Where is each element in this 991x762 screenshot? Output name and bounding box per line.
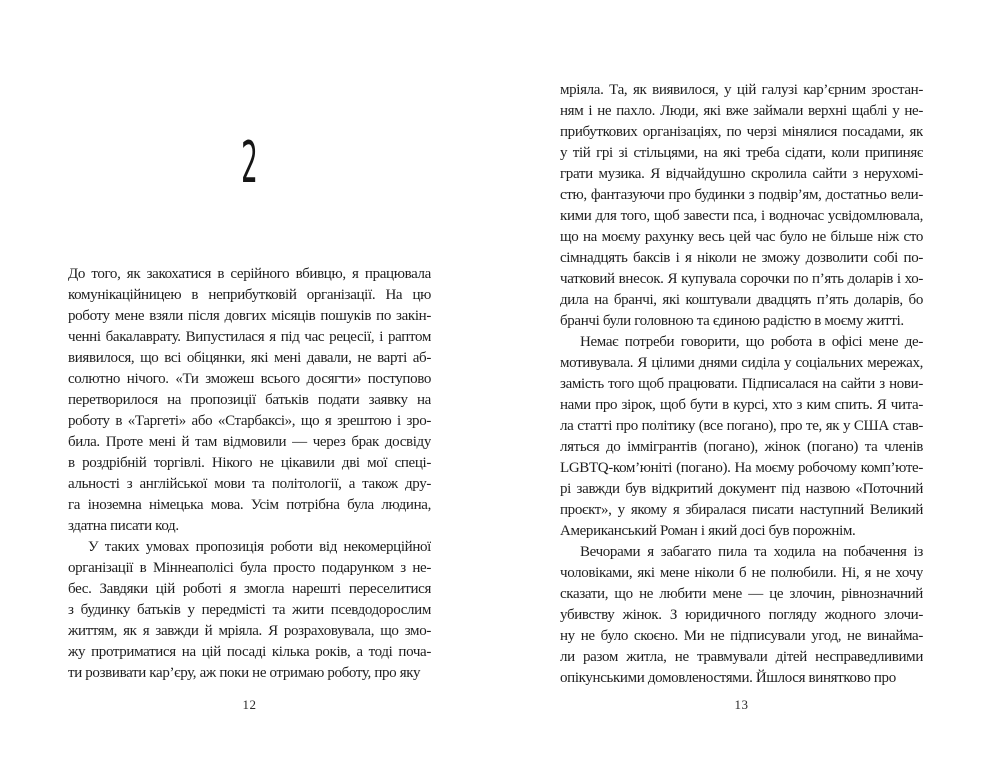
text-line: опікунськими домовленостями. Йшлося винятково про bbox=[560, 670, 896, 686]
text-line: стю, фантазуючи про будинки з подвір’ям, достатньо вели- bbox=[560, 187, 923, 203]
paragraph bbox=[68, 264, 431, 537]
text-line: з будинку батьків у передмісті та жити псевдодорослим bbox=[68, 602, 431, 618]
right-page bbox=[560, 0, 923, 762]
text-line: рі завжди був відкритий документ під назвою «Поточний bbox=[560, 481, 923, 497]
text-line: чатковий внесок. Я купувала сорочки по п’ять доларів і хо- bbox=[560, 271, 923, 287]
paragraph bbox=[68, 537, 431, 684]
text-line: До того, як закохатися в серійного вбивцю, я працювала bbox=[68, 266, 431, 282]
text-line: бранчі були головною та єдиною радістю в моєму житті. bbox=[560, 313, 904, 329]
text-line: убивству жінок. З юридичного погляду жодного злочи- bbox=[560, 607, 923, 623]
text-line: мріяла. Та, як виявилося, у цій галузі кар’єрним зростан- bbox=[560, 82, 923, 98]
text-line: прибуткових організаціях, по черзі мінялися посадами, як bbox=[560, 124, 923, 140]
text-line: била. Проте мені й там відмовили — через брак досвіду bbox=[68, 434, 431, 450]
text-line: мотивувала. Я цілими днями сиділа у соціальних мережах, bbox=[560, 355, 923, 371]
text-line: ченні бакалаврату. Випустилася я під час рецесії, і раптом bbox=[68, 329, 431, 345]
left-page-body bbox=[68, 264, 431, 684]
text-line: У таких умовах пропозиція роботи від некомерційної bbox=[88, 539, 431, 555]
text-line: альності з англійської мови та політології, а також дру- bbox=[68, 476, 431, 492]
text-line: солютно нічого. «Ти зможеш всього досягти» поступово bbox=[68, 371, 431, 387]
text-line: ну не було скоєно. Ми не підписували угод, не винайма- bbox=[560, 628, 923, 644]
text-line: Вечорами я забагато пила та ходила на побачення із bbox=[580, 544, 923, 560]
text-line: ляться до іммігрантів (погано), жінок (погано) та членів bbox=[560, 439, 923, 455]
left-page-number: 12 bbox=[242, 697, 257, 712]
text-line: Американський Роман і який досі був порожнім. bbox=[560, 523, 856, 539]
text-line: LGBTQ-ком’юніті (погано). На моєму робочому комп’юте- bbox=[560, 460, 923, 476]
text-line: чоловіками, які мене ніколи б не полюбили. Ні, я не хочу bbox=[560, 565, 923, 581]
text-line: виявилося, що всі обіцянки, які мені давали, не варті аб- bbox=[68, 350, 431, 366]
text-line: роботу в «Таргеті» або «Старбаксі», що я зрештою і зро- bbox=[68, 413, 431, 429]
text-line: нами про зірок, щоб бути в курсі, хто з ким спить. Я чита- bbox=[560, 397, 923, 413]
text-line: жу протриматися на цій посаді кілька років, а тоді поча- bbox=[68, 644, 431, 660]
chapter-number: 2 bbox=[241, 130, 258, 196]
paragraph bbox=[560, 332, 923, 542]
text-line: здатна писати код. bbox=[68, 518, 179, 534]
text-line: кими для того, щоб завести пса, і водночас усвідомлювала, bbox=[560, 208, 923, 224]
right-page-body bbox=[560, 80, 923, 689]
text-line: ли разом житла, не травмували дітей несправедливими bbox=[560, 649, 923, 665]
text-line: ти розвивати кар’єру, аж поки не отримаю роботу, про яку bbox=[68, 665, 421, 681]
text-line: ням і не пахло. Люди, які вже займали верхні щаблі у не- bbox=[560, 103, 923, 119]
text-line: Немає потреби говорити, що робота в офісі мене де- bbox=[580, 334, 923, 350]
text-line: проєкт», у якому я збиралася писати наступний Великий bbox=[560, 502, 923, 518]
text-line: що на моєму рахунку весь цей час було не більше ніж сто bbox=[560, 229, 923, 245]
text-line: грати музика. Я відчайдушно скролила сайти з нерухомі- bbox=[560, 166, 923, 182]
text-line: життям, як я завжди й мріяла. Я розраховувала, що змо- bbox=[68, 623, 431, 639]
text-line: сказати, що не любити мене — це злочин, рівнозначний bbox=[560, 586, 923, 602]
text-line: дила на бранчі, які коштували двадцять п’ять доларів, бо bbox=[560, 292, 923, 308]
text-line: в роздрібній торгівлі. Нікого не цікавили дві мої спеці- bbox=[68, 455, 431, 471]
paragraph bbox=[560, 80, 923, 332]
text-line: комунікаційницею в неприбутковій організації. На цю bbox=[68, 287, 431, 303]
text-line: га іноземна німецька мова. Усім потрібна була людина, bbox=[68, 497, 431, 513]
text-line: сімнадцять баксів і я ніколи не зможу дозволити собі по- bbox=[560, 250, 923, 266]
paragraph bbox=[560, 542, 923, 689]
left-page bbox=[68, 0, 431, 762]
text-line: перетворилося на пропозиції батьків подати заявку на bbox=[68, 392, 431, 408]
text-line: роботу мене взяли після довгих місяців пошуків по закін- bbox=[68, 308, 431, 324]
text-line: бес. Завдяки цій роботі я змогла нарешті переселитися bbox=[68, 581, 431, 597]
text-line: замість того щоб працювати. Підписалася на сайти з нови- bbox=[560, 376, 923, 392]
text-line: у тій грі зі стільцями, на які треба сідати, коли припиняє bbox=[560, 145, 923, 161]
text-line: ла статті про політику (все погано), про те, як у США став- bbox=[560, 418, 923, 434]
right-page-number: 13 bbox=[734, 697, 749, 712]
text-line: організації в Міннеаполісі була просто подарунком з не- bbox=[68, 560, 431, 576]
